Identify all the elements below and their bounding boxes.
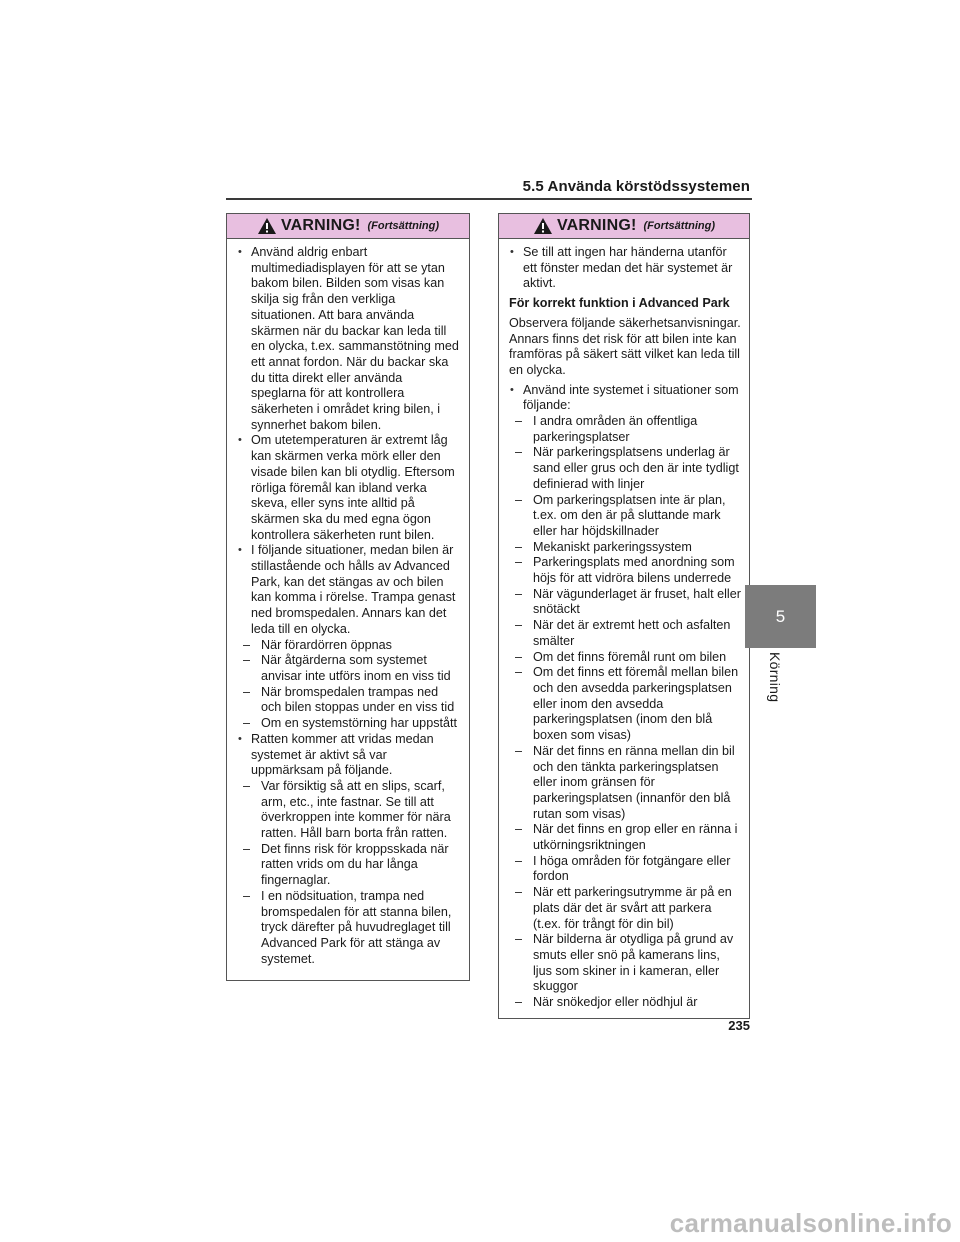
warning-triangle-icon: [533, 217, 553, 235]
warning-header: [227, 214, 469, 239]
page-number: 235: [728, 1018, 750, 1033]
warning-triangle-icon: [257, 217, 277, 235]
warning-sub-item: – När förardörren öppnas: [237, 638, 459, 654]
warning-sub-list: [237, 779, 459, 967]
warning-sub-item: – När det är extremt hett och asfalten smälter: [509, 618, 741, 649]
warning-sub-item: – I höga områden för fotgängare eller fordon: [509, 854, 741, 885]
warning-bullet: • Använd inte systemet i situationer som följande:: [509, 383, 741, 414]
warning-sub-item: – Parkeringsplats med anordning som höjs för att vidröra bilens underrede: [509, 555, 741, 586]
warning-sub-item: – När bilderna är otydliga på grund av smuts eller snö på kamerans lins, ljus som skiner in i kameran, eller skuggor: [509, 932, 741, 995]
warning-subtitle: (Fortsättning): [367, 220, 439, 232]
warning-bullet: • Se till att ingen har händerna utanför ett fönster medan det här systemet är aktivt.: [509, 245, 741, 292]
warning-sub-item: – När bromspedalen trampas ned och bilen stoppas under en viss tid: [237, 685, 459, 716]
warning-body: [499, 239, 749, 1019]
warning-sub-list: [509, 414, 741, 1011]
chapter-tab: [745, 585, 816, 648]
warning-sub-item: – I andra områden än offentliga parkeringsplatser: [509, 414, 741, 445]
warning-sub-item: – I en nödsituation, trampa ned bromspedalen för att stanna bilen, tryck därefter på huvudreglaget till Advanced Park för att stänga av systemet.: [237, 889, 459, 968]
warning-title: VARNING!: [556, 217, 637, 234]
warning-sub-item: – Om en systemstörning har uppstått: [237, 716, 459, 732]
warning-subtitle: (Fortsättning): [643, 220, 715, 232]
warning-sub-item: – Var försiktig så att en slips, scarf, arm, etc., inte fastnar. Se till att överkroppen inte kommer för nära ratten. Håll barn borta från ratten.: [237, 779, 459, 842]
warning-sub-item: – Om parkeringsplatsen inte är plan, t.ex. om den är på sluttande mark eller har höjdskillnader: [509, 493, 741, 540]
warning-sub-item: – När det finns en ränna mellan din bil och den tänkta parkeringsplatsen eller inom gränsen för parkeringsplatsen (innanför den blå rutan som visas): [509, 744, 741, 823]
warning-header: [499, 214, 749, 239]
section-title: 5.5 Använda körstödssystemen: [522, 178, 750, 195]
warning-bullet: • I följande situationer, medan bilen är stillastående och hålls av Advanced Park, kan det stängas av och bilen kan komma i rörelse. Trampa genast ned bromspedalen. Annars kan det leda till en olycka.: [237, 543, 459, 637]
warning-sub-item: – När parkeringsplatsens underlag är sand eller grus och den är inte tydligt definierad with linjer: [509, 445, 741, 492]
warning-title: VARNING!: [280, 217, 361, 234]
warning-bullet: • Ratten kommer att vridas medan systemet är aktivt så var uppmärksam på följande.: [237, 732, 459, 779]
warning-sub-list: [237, 638, 459, 732]
header-rule: [226, 198, 752, 200]
warning-sub-item: – Det finns risk för kroppsskada när ratten vrids om du har långa fingernaglar.: [237, 842, 459, 889]
warning-sub-item: – Om det finns ett föremål mellan bilen och den avsedda parkeringsplatsen eller inom den avsedda parkeringsplatsen (inom den blå boxen som visas): [509, 665, 741, 744]
warning-box-left: [226, 213, 470, 981]
warning-sub-item: – När snökedjor eller nödhjul är: [509, 995, 741, 1011]
warning-sub-item: – När vägunderlaget är fruset, halt eller snötäckt: [509, 587, 741, 618]
warning-sub-item: – När det finns en grop eller en ränna i utkörningsriktningen: [509, 822, 741, 853]
chapter-number: 5: [775, 606, 786, 626]
warning-box-right: [498, 213, 750, 1019]
warning-bullet: • Använd aldrig enbart multimediadisplayen för att se ytan bakom bilen. Bilden som visas kan skilja sig från den verkliga situationen. Att bara använda skärmen när du backar kan leda till en olycka, t.ex. sammanstötning med ett annat fordon. När du backar ska du titta direkt eller använda speglarna för att kontrollera säkerheten i området kring bilen, i synnerhet bakom bilen.: [237, 245, 459, 433]
warning-sub-item: – När åtgärderna som systemet anvisar inte utförs inom en viss tid: [237, 653, 459, 684]
watermark: carmanualsonline.info: [669, 1208, 952, 1238]
warning-sub-item: – När ett parkeringsutrymme är på en plats där det är svårt att parkera (t.ex. för trångt för din bil): [509, 885, 741, 932]
warning-paragraph: Observera följande säkerhetsanvisningar. Annars finns det risk för att bilen inte kan framföras på säkert sätt vilket kan leda till en olycka.: [509, 315, 741, 377]
warning-bullet: • Om utetemperaturen är extremt låg kan skärmen verka mörk eller den visade bilen kan bli otydlig. Eftersom rörliga föremål kan ibland verka skeva, eller syns inte alltid på skärmen ska du med egna ögon kontrollera säkerheten runt bilen.: [237, 433, 459, 543]
warning-sub-item: – Om det finns föremål runt om bilen: [509, 650, 741, 666]
chapter-label: Körning: [767, 652, 783, 703]
warning-body: [227, 239, 469, 975]
warning-sub-item: – Mekaniskt parkeringssystem: [509, 540, 741, 556]
warning-subheading: För korrekt funktion i Advanced Park: [509, 296, 730, 311]
